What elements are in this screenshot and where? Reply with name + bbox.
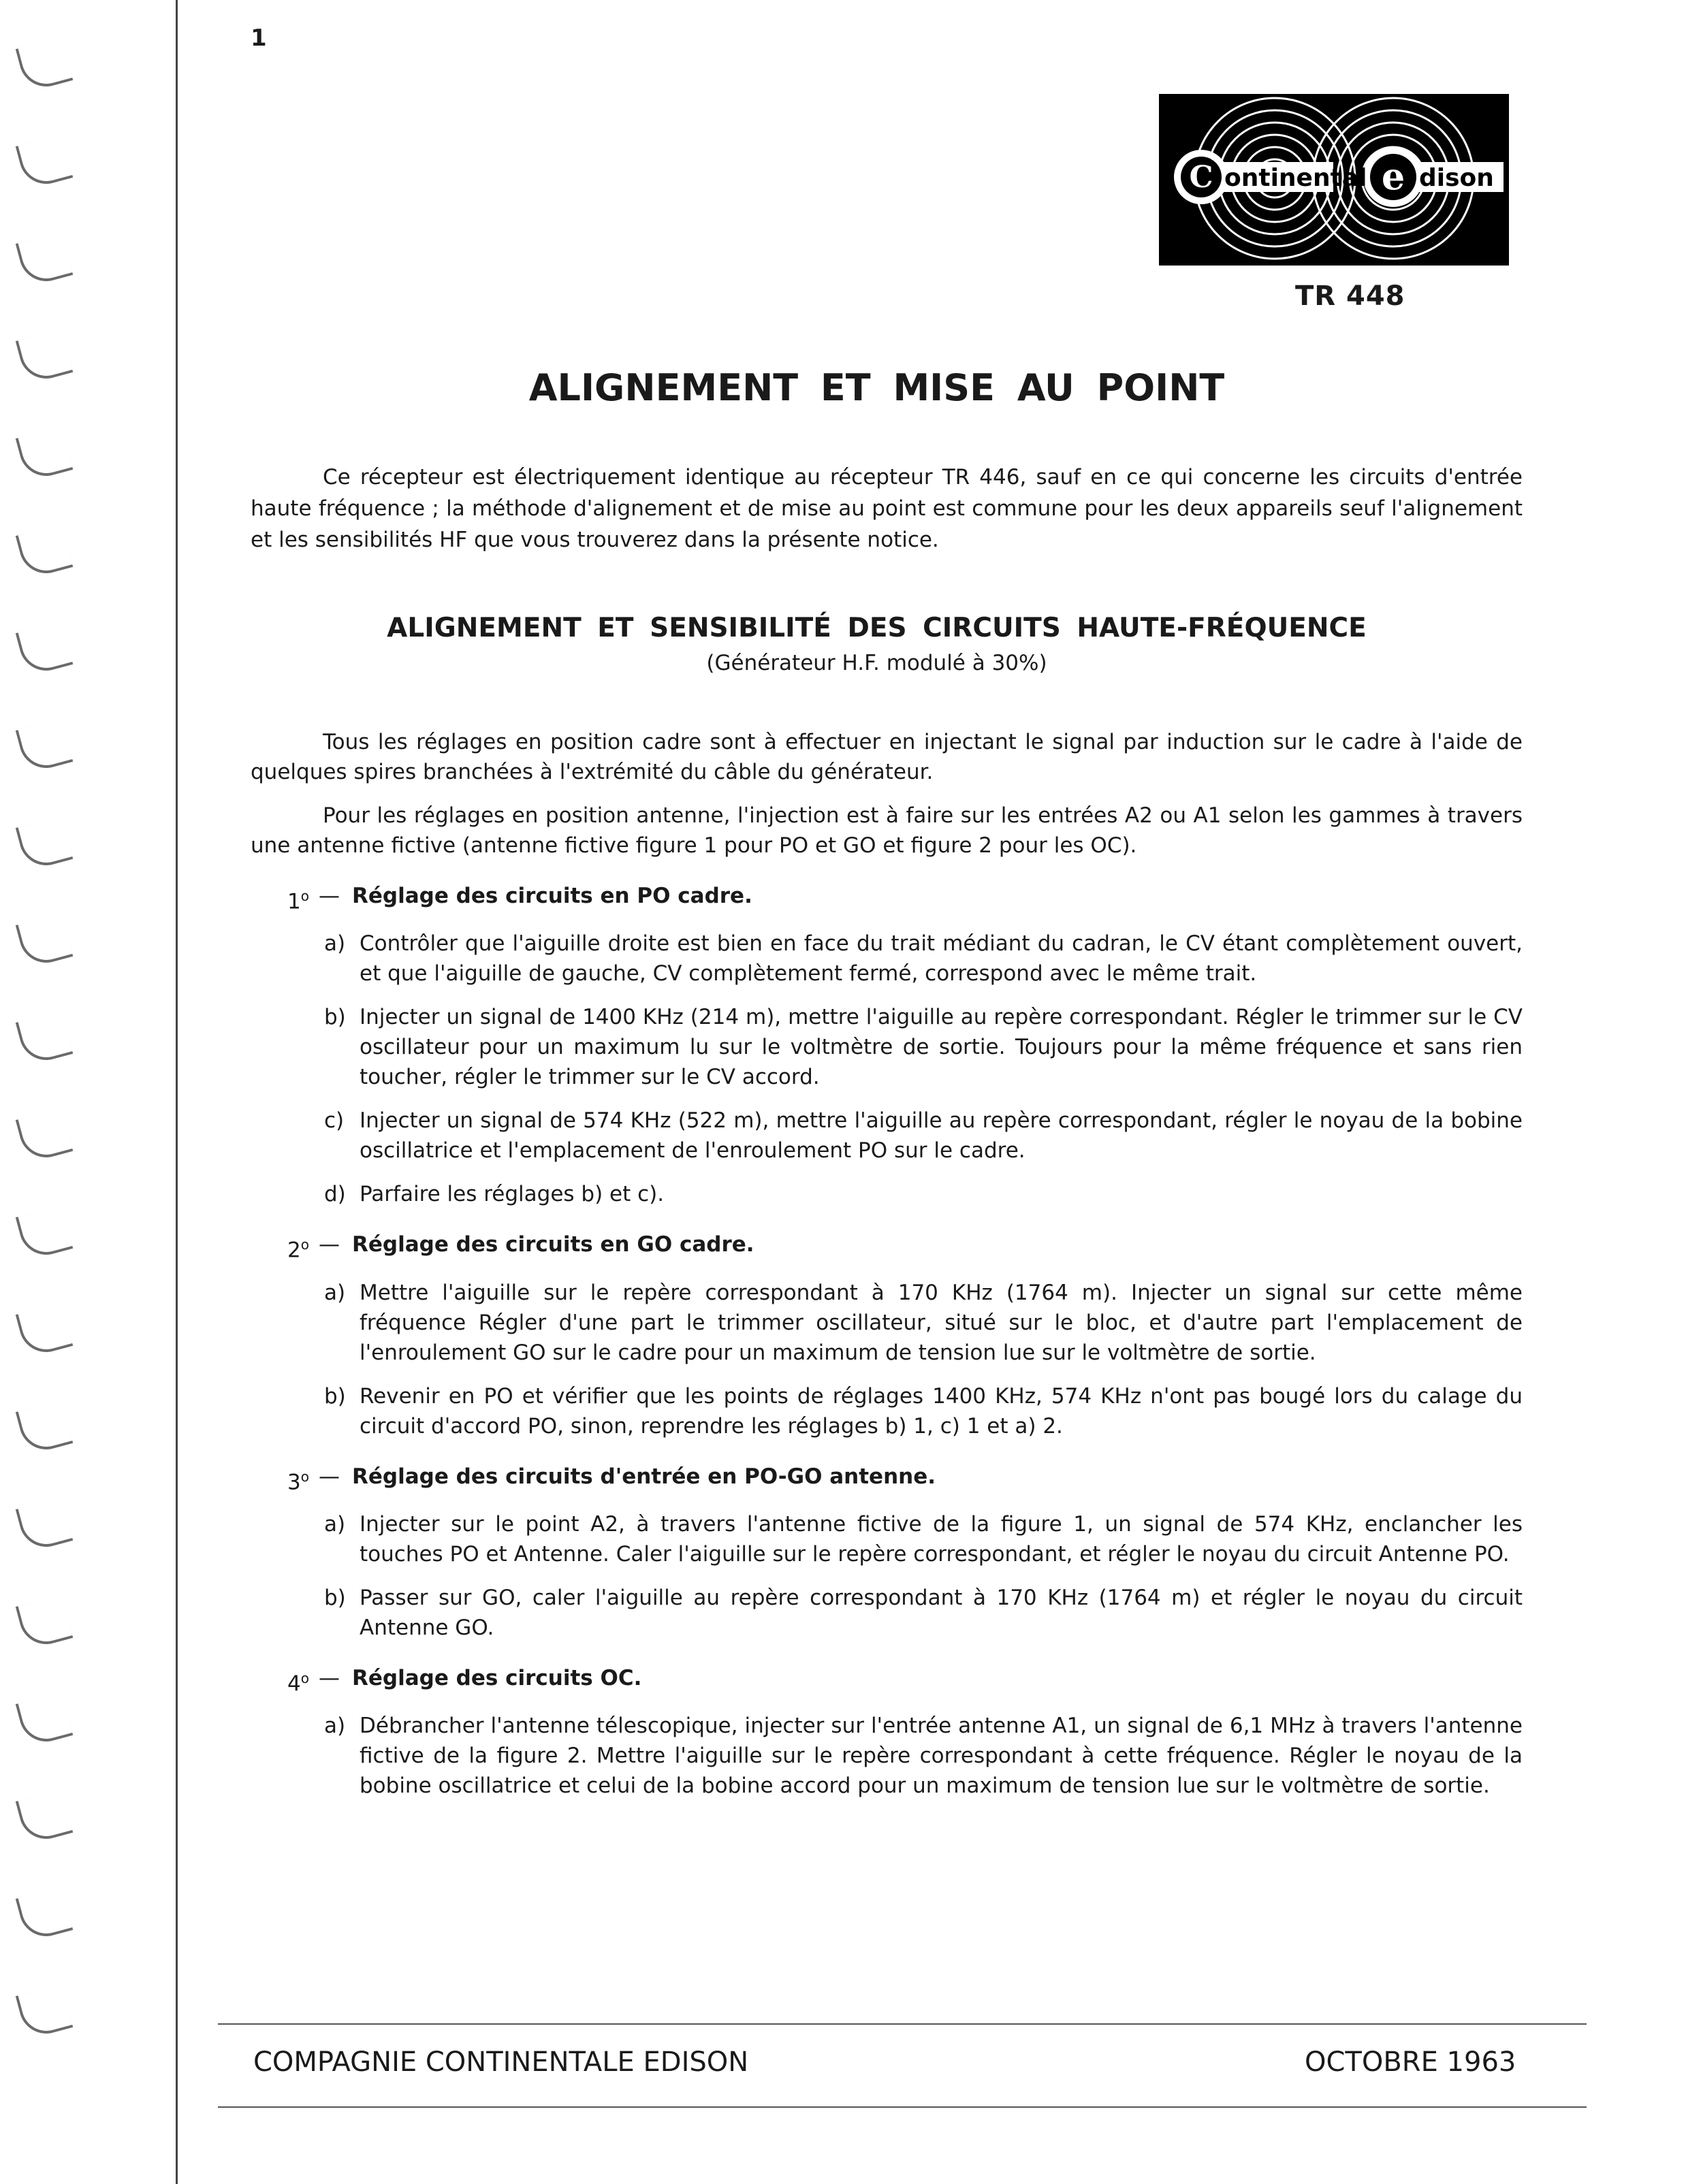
section-4 bbox=[251, 1663, 1523, 1801]
item-text: Contrôler que l'aiguille droite est bien en face du trait médiant du cadran, le CV étant complètement ouvert, et que l'aiguille de gauche, CV complètement fermé, correspond avec le même trait. bbox=[360, 931, 1523, 986]
item-text: Parfaire les réglages b) et c). bbox=[360, 1182, 665, 1207]
section-number: 2$^o$ bbox=[287, 1236, 309, 1263]
list-item bbox=[324, 929, 1523, 989]
section-number: 4$^o$ bbox=[287, 1669, 309, 1697]
section-number: 1$^o$ bbox=[287, 888, 309, 914]
item-text: Revenir en PO et vérifier que les points de réglages 1400 KHz, 574 KHz n'ont pas bougé lors du calage du circuit d'accord PO, sinon, reprendre les réglages b) 1, c) 1 et a) 2. bbox=[360, 1383, 1523, 1439]
item-label: a) bbox=[324, 931, 346, 957]
list-item bbox=[324, 1278, 1523, 1368]
item-label: a) bbox=[324, 1714, 346, 1739]
item-label: c) bbox=[324, 1108, 345, 1134]
section-heading bbox=[287, 881, 1523, 916]
item-label: b) bbox=[324, 1383, 346, 1409]
binder-hole bbox=[16, 37, 74, 93]
logo-word-right: dison bbox=[1419, 164, 1494, 192]
section-title: Réglage des circuits OC. bbox=[352, 1665, 642, 1690]
binder-hole bbox=[16, 524, 74, 579]
binder-hole bbox=[16, 1789, 74, 1845]
section-title: Réglage des circuits en GO cadre. bbox=[352, 1232, 754, 1257]
binder-hole bbox=[16, 1692, 74, 1748]
section-dash: — bbox=[319, 1464, 340, 1489]
binder-hole bbox=[16, 1302, 74, 1358]
list-item bbox=[324, 1002, 1523, 1092]
binder-hole bbox=[16, 231, 74, 287]
intro-paragraph: Ce récepteur est électriquement identique au récepteur TR 446, sauf en ce qui concerne les circuits d'entrée haute fréquence ; la méthode d'alignement et de mise au point est commune pour les deux appareils seuf l'alignement et les sensibilités HF que vous trouverez dans la présente notice. bbox=[251, 465, 1523, 552]
section-number: 3$^o$ bbox=[287, 1468, 309, 1494]
binder-hole bbox=[16, 816, 74, 871]
page-title: ALIGNEMENT ET MISE AU POINT bbox=[528, 366, 1225, 409]
document-body bbox=[251, 727, 1523, 1814]
item-text: Injecter un signal de 574 KHz (522 m), mettre l'aiguille au repère correspondant, régler le noyau de la bobine oscillatrice et l'emplacement de l'enroulement PO sur le cadre. bbox=[360, 1108, 1523, 1163]
item-text: Injecter sur le point A2, à travers l'antenne fictive de la figure 1, un signal de 574 KHz, enclancher les touches PO et Antenne. Caler l'aiguille sur le repère correspondant, et régler le noyau du circuit Antenne PO. bbox=[360, 1511, 1523, 1567]
item-label: b) bbox=[324, 1585, 346, 1610]
binder-hole bbox=[16, 329, 74, 385]
binder-hole bbox=[16, 1400, 74, 1456]
item-label: b) bbox=[324, 1005, 346, 1030]
footer-company: COMPAGNIE CONTINENTALE EDISON bbox=[253, 2046, 749, 2078]
binder-hole bbox=[16, 913, 74, 969]
item-text: Mettre l'aiguille sur le repère correspondant à 170 KHz (1764 m). Injecter un signal sur cette même fréquence Régler d'une part le trimmer oscillateur, situé sur le bloc, et d'autre part l'emplacement de l'enroulement GO sur le cadre pour un maximum de tension lue sur le voltmètre de sortie. bbox=[360, 1280, 1523, 1365]
binder-hole bbox=[16, 1205, 74, 1261]
logo-word-left: ontinental bbox=[1224, 164, 1367, 192]
logo-graphic bbox=[1159, 94, 1509, 266]
logo-letter-e: e bbox=[1381, 155, 1405, 198]
section-heading bbox=[287, 1230, 1523, 1265]
binder-hole bbox=[16, 1594, 74, 1650]
binder-hole bbox=[16, 1984, 74, 2040]
list-item bbox=[324, 1106, 1523, 1166]
list-item bbox=[324, 1381, 1523, 1441]
paragraph-cadre: Tous les réglages en position cadre sont à effectuer en injectant le signal par induction sur le cadre à l'aide de quelques spires branchées à l'extrémité du câble du générateur. bbox=[251, 730, 1523, 784]
list-item bbox=[324, 1179, 1523, 1209]
binder-hole bbox=[16, 426, 74, 482]
binder-hole bbox=[16, 1497, 74, 1553]
binder-hole bbox=[16, 718, 74, 774]
logo-letter-c: C bbox=[1189, 160, 1213, 195]
footer-date: OCTOBRE 1963 bbox=[1305, 2046, 1516, 2078]
binder-hole bbox=[16, 134, 74, 190]
section-heading bbox=[287, 1462, 1523, 1497]
section-dash: — bbox=[319, 1232, 340, 1257]
section-subtitle: ALIGNEMENT ET SENSIBILITÉ DES CIRCUITS HAUTE-FRÉQUENCE bbox=[387, 613, 1367, 643]
section-dash: — bbox=[319, 1665, 340, 1690]
footer-rule bbox=[218, 2106, 1587, 2108]
binder-hole bbox=[16, 1886, 74, 1942]
item-label: a) bbox=[324, 1511, 346, 1537]
binder-hole bbox=[16, 621, 74, 677]
generator-note: (Générateur H.F. modulé à 30%) bbox=[706, 651, 1047, 675]
section-title: Réglage des circuits en PO cadre. bbox=[352, 884, 752, 908]
section-1 bbox=[251, 881, 1523, 1209]
list-item bbox=[324, 1711, 1523, 1801]
section-heading bbox=[287, 1663, 1523, 1699]
binder-hole bbox=[16, 1010, 74, 1066]
item-text: Injecter un signal de 1400 KHz (214 m), mettre l'aiguille au repère correspondant. Régler le trimmer sur le CV oscillateur pour un maximum lu sur le voltmètre de sortie. Toujours pour la même fréquence et sans rien toucher, régler le trimmer sur le CV accord. bbox=[360, 1005, 1523, 1090]
footer-rule bbox=[218, 2023, 1587, 2025]
section-title: Réglage des circuits d'entrée en PO-GO antenne. bbox=[352, 1464, 936, 1489]
section-dash: — bbox=[319, 884, 340, 908]
list-item bbox=[324, 1583, 1523, 1643]
section-2 bbox=[251, 1230, 1523, 1441]
company-logo bbox=[1159, 94, 1509, 266]
item-text: Passer sur GO, caler l'aiguille au repère correspondant à 170 KHz (1764 m) et régler le noyau du circuit Antenne GO. bbox=[360, 1585, 1523, 1640]
list-item bbox=[324, 1509, 1523, 1569]
paragraph-antenne: Pour les réglages en position antenne, l'injection est à faire sur les entrées A2 ou A1 selon les gammes à travers une antenne fictive (antenne fictive figure 1 pour PO et GO et figure 2 pour les OC). bbox=[251, 803, 1523, 858]
item-text: Débrancher l'antenne télescopique, injecter sur l'entrée antenne A1, un signal de 6,1 MHz à travers l'antenne fictive de la figure 2. Mettre l'aiguille sur le repère correspondant à cette fréquence. Régler le noyau de la bobine oscillatrice et celui de la bobine accord pour un maximum de tension lue sur le voltmètre de sortie. bbox=[360, 1714, 1523, 1799]
binder-line bbox=[176, 0, 178, 2184]
item-label: d) bbox=[324, 1182, 346, 1207]
model-number: TR 448 bbox=[1295, 280, 1405, 312]
page-number: 1 bbox=[251, 25, 267, 52]
item-label: a) bbox=[324, 1280, 346, 1305]
section-3 bbox=[251, 1462, 1523, 1643]
binder-hole bbox=[16, 1108, 74, 1163]
